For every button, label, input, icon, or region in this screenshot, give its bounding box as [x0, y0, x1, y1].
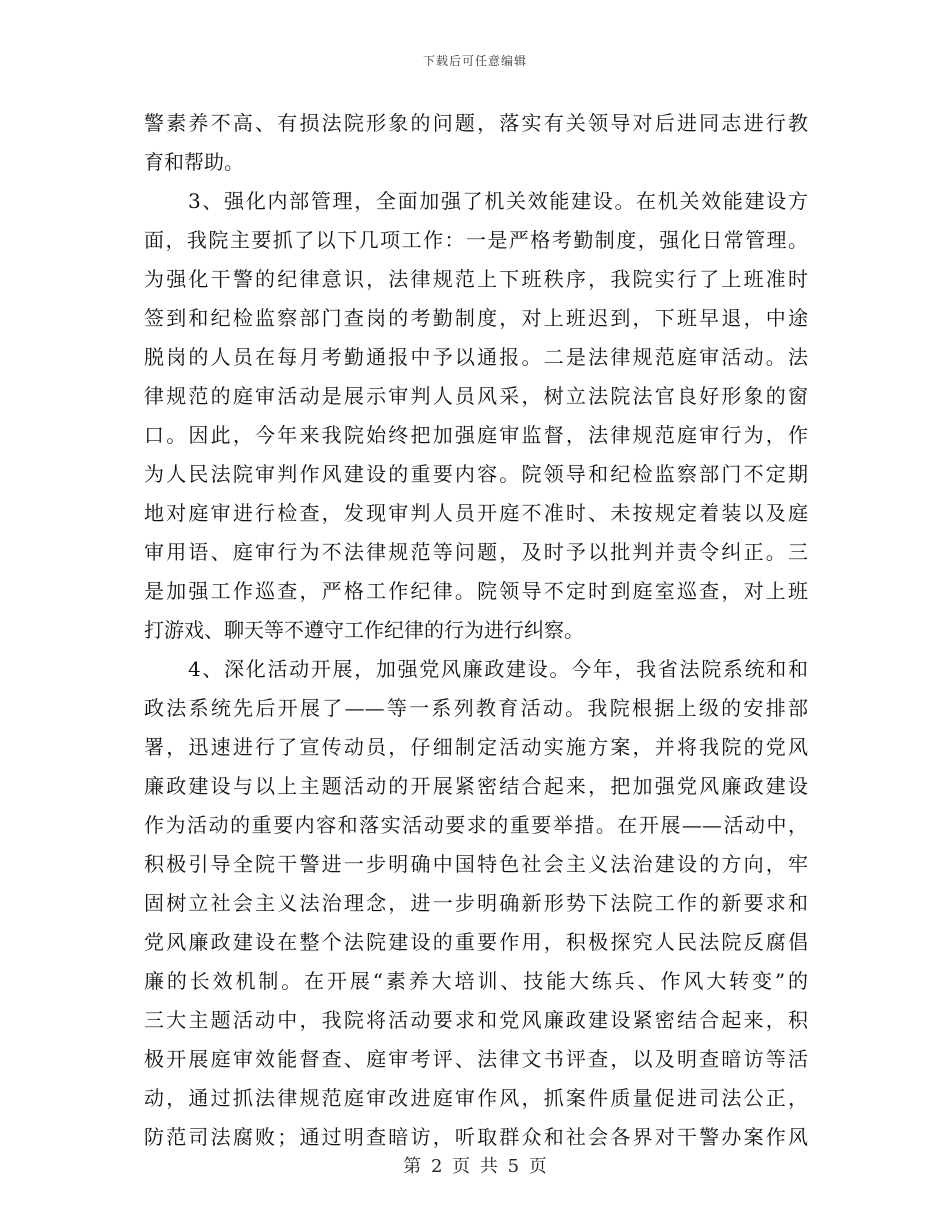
- text-line: 律规范的庭审活动是展示审判人员风采，树立法院法官良好形象的窗: [144, 384, 808, 408]
- page-header: 下载后可任意编辑: [422, 54, 527, 68]
- text-line: 为人民法院审判作风建设的重要内容。院领导和纪检监察部门不定期: [144, 462, 808, 486]
- text-line: 口。因此，今年来我院始终把加强庭审监督，法律规范庭审行为，作: [144, 423, 808, 447]
- text-line: 极开展庭审效能督查、庭审考评、法律文书评查，以及明查暗访等活: [144, 1047, 808, 1071]
- text-line: 打游戏、聊天等不遵守工作纪律的行为进行纠察。: [144, 618, 584, 642]
- text-line: 育和帮助。: [144, 150, 244, 174]
- text-line: 作为活动的重要内容和落实活动要求的重要举措。在开展——活动中，: [144, 813, 808, 837]
- text-line: 党风廉政建设在整个法院建设的重要作用，积极探究人民法院反腐倡: [144, 930, 808, 954]
- text-line: 面，我院主要抓了以下几项工作：一是严格考勤制度，强化日常管理。: [144, 228, 808, 252]
- text-line: 警素养不高、有损法院形象的问题，落实有关领导对后进同志进行教: [144, 111, 808, 135]
- text-line: 为强化干警的纪律意识，法律规范上下班秩序，我院实行了上班准时: [144, 267, 808, 291]
- text-line: 签到和纪检监察部门查岗的考勤制度，对上班迟到，下班早退，中途: [144, 306, 808, 330]
- text-line: 地对庭审进行检查，发现审判人员开庭不准时、未按规定着装以及庭: [144, 501, 808, 525]
- text-line: 署，迅速进行了宣传动员，仔细制定活动实施方案，并将我院的党风: [144, 735, 808, 759]
- text-line: 廉政建设与以上主题活动的开展紧密结合起来，把加强党风廉政建设: [144, 774, 808, 798]
- text-line: 是加强工作巡查，严格工作纪律。院领导不定时到庭室巡查，对上班: [144, 579, 808, 603]
- text-line: 脱岗的人员在每月考勤通报中予以通报。二是法律规范庭审活动。法: [144, 345, 808, 369]
- paragraph-start-line: 4、深化活动开展，加强党风廉政建设。今年，我省法院系统和和: [188, 657, 808, 681]
- page-number: 第 2 页 共 5 页: [403, 1156, 547, 1177]
- text-line: 固树立社会主义法治理念，进一步明确新形势下法院工作的新要求和: [144, 891, 808, 915]
- paragraph-start-line: 3、强化内部管理，全面加强了机关效能建设。在机关效能建设方: [188, 189, 808, 213]
- text-line: 防范司法腐败；通过明查暗访，听取群众和社会各界对干警办案作风: [144, 1125, 808, 1149]
- text-line: 审用语、庭审行为不法律规范等问题，及时予以批判并责令纠正。三: [144, 540, 808, 564]
- text-line: 政法系统先后开展了——等一系列教育活动。我院根据上级的安排部: [144, 696, 808, 720]
- text-line: 三大主题活动中，我院将活动要求和党风廉政建设紧密结合起来，积: [144, 1008, 808, 1032]
- text-line: 动，通过抓法律规范庭审改进庭审作风，抓案件质量促进司法公正，: [144, 1086, 808, 1110]
- text-line: 积极引导全院干警进一步明确中国特色社会主义法治建设的方向，牢: [144, 852, 808, 876]
- document-body: [144, 104, 808, 1157]
- text-line: 廉的长效机制。在开展“素养大培训、技能大练兵、作风大转变”的: [144, 969, 808, 993]
